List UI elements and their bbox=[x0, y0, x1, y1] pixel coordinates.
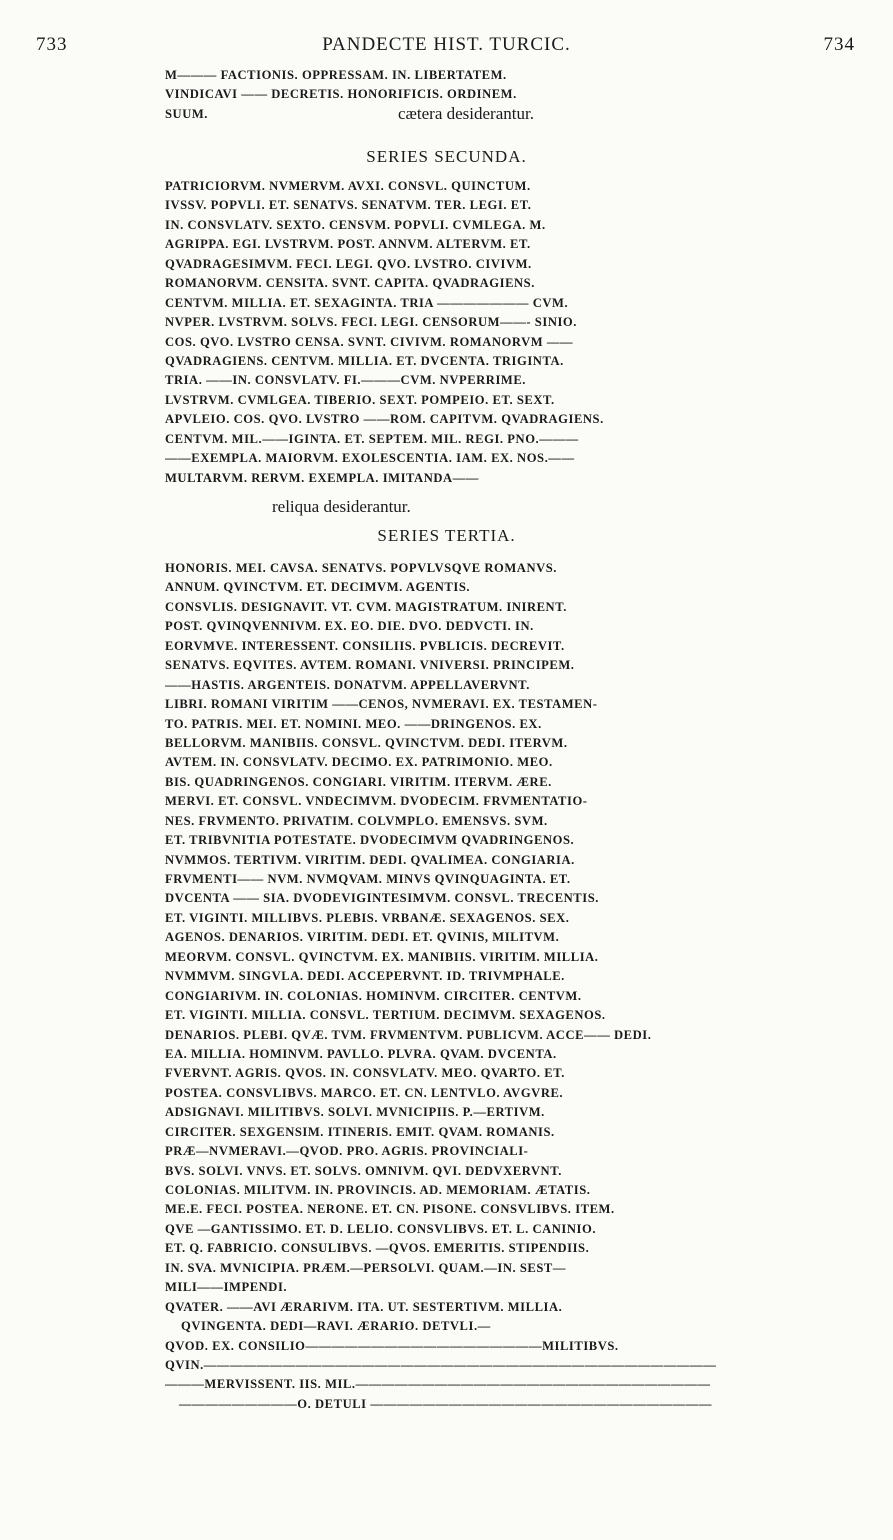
inscription-line: HONORIS. MEI. CAVSA. SENATVS. POPVLVSQVE ROMANVS. bbox=[165, 561, 557, 575]
inscription-line: ET. TRIBVNITIA POTESTATE. DVODECIMVM QVADRINGENOS. bbox=[165, 833, 575, 848]
inscription-line: QVE —GANTISSIMO. ET. D. LELIO. CONSVLIBVS. ET. L. CANINIO. bbox=[165, 1221, 597, 1236]
inscription-line: ET. VIGINTI. MILLIA. CONSVL. TERTIUM. DECIMVM. SEXAGENOS. bbox=[165, 1008, 606, 1023]
inscription-line: CENTVM. MIL.——IGINTA. ET. SEPTEM. MIL. REGI. PNO.——— bbox=[165, 431, 579, 446]
inscription-line: IVSSV. POPVLI. ET. SENATVS. SENATVM. TER. LEGI. ET. bbox=[165, 198, 532, 213]
inscription-line: BVS. SOLVI. VNVS. ET. SOLVS. OMNIVM. QVI. DEDVXERVNT. bbox=[165, 1163, 562, 1178]
desiderantur-note: cætera desiderantur. bbox=[398, 104, 534, 123]
series-heading: SERIES TERTIA. bbox=[377, 526, 516, 545]
inscription-line: APVLEIO. COS. QVO. LVSTRO ——ROM. CAPITVM. QVADRAGIENS. bbox=[165, 412, 604, 427]
inscription-line: IN. CONSVLATV. SEXTO. CENSVM. POPVLI. CVMLEGA. M. bbox=[165, 217, 546, 232]
inscription-line: EA. MILLIA. HOMINVM. PAVLLO. PLVRA. QVAM. DVCENTA. bbox=[165, 1046, 557, 1061]
series-secunda-text bbox=[165, 177, 865, 488]
series-tertia-text bbox=[165, 559, 865, 1414]
inscription-line: POST. QVINQVENNIVM. EX. EO. DIE. DVO. DEDVCTI. IN. bbox=[165, 619, 534, 634]
inscription-line: QVADRAGIENS. CENTVM. MILLIA. ET. DVCENTA. TRIGINTA. bbox=[165, 353, 564, 368]
inscription-line: ET. VIGINTI. MILLIBVS. PLEBIS. VRBANÆ. SEXAGENOS. SEX. bbox=[165, 910, 570, 925]
inscription-line: QVADRAGESIMVM. FECI. LEGI. QVO. LVSTRO. CIVIVM. bbox=[165, 256, 532, 271]
inscription-line: ET. Q. FABRICIO. CONSULIBVS. —QVOS. EMERITIS. STIPENDIIS. bbox=[165, 1241, 590, 1256]
inscription-line: COS. QVO. LVSTRO CENSA. SVNT. CIVIVM. ROMANORVM —— bbox=[165, 334, 574, 349]
inscription-line: DVCENTA —— SIA. DVODEVIGINTESIMVM. CONSVL. TRECENTIS. bbox=[165, 891, 599, 906]
inscription-line: MILI——IMPENDI. bbox=[165, 1280, 288, 1295]
inscription-line: ME.E. FECI. POSTEA. NERONE. ET. CN. PISONE. CONSVLIBVS. ITEM. bbox=[165, 1202, 615, 1217]
desiderantur-note: reliqua desiderantur. bbox=[272, 497, 411, 516]
inscription-line: AVTEM. IN. CONSVLATV. DECIMO. EX. PATRIMONIO. MEO. bbox=[165, 755, 553, 770]
inscription-line: BIS. QUADRINGENOS. CONGIARI. VIRITIM. ITERVM. ÆRE. bbox=[165, 774, 552, 789]
series-heading: SERIES SECUNDA. bbox=[366, 147, 527, 166]
page-number-right: 734 bbox=[823, 34, 855, 55]
inscription-line: AGENOS. DENARIOS. VIRITIM. DEDI. ET. QVINIS, MILITVM. bbox=[165, 930, 560, 945]
inscription-line: FRVMENTI—— NVM. NVMQVAM. MINVS QVINQUAGINTA. ET. bbox=[165, 872, 571, 886]
inscription-line: NVMMVM. SINGVLA. DEDI. ACCEPERVNT. ID. TRIVMPHALE. bbox=[165, 969, 565, 984]
inscription-line: SENATVS. EQVITES. AVTEM. ROMANI. VNIVERSI. PRINCIPEM. bbox=[165, 658, 575, 673]
inscription-line: COLONIAS. MILITVM. IN. PROVINCIS. AD. MEMORIAM. ÆTATIS. bbox=[165, 1183, 591, 1197]
inscription-line: M——— FACTIONIS. OPPRESSAM. IN. LIBERTATEM. bbox=[165, 68, 507, 82]
inscription-line: CENTVM. MILLIA. ET. SEXAGINTA. TRIA ——————— CVM. bbox=[165, 295, 569, 310]
inscription-line: PATRICIORVM. NVMERVM. AVXI. CONSVL. QUINCTUM. bbox=[165, 179, 531, 193]
inscription-line: CONGIARIVM. IN. COLONIAS. HOMINVM. CIRCITER. CENTVM. bbox=[165, 988, 582, 1003]
inscription-line: LVSTRVM. CVMLGEA. TIBERIO. SEXT. POMPEIO. ET. SEXT. bbox=[165, 392, 555, 407]
inscription-line: SUUM. bbox=[165, 106, 208, 121]
inscription-line: AGRIPPA. EGI. LVSTRVM. POST. ANNVM. ALTERVM. ET. bbox=[165, 237, 531, 252]
inscription-line: MERVI. ET. CONSVL. VNDECIMVM. DVODECIM. FRVMENTATIO- bbox=[165, 794, 588, 809]
inscription-line: ROMANORVM. CENSITA. SVNT. CAPITA. QVADRAGIENS. bbox=[165, 276, 535, 291]
inscription-line: NVMMOS. TERTIVM. VIRITIM. DEDI. QVALIMEA. CONGIARIA. bbox=[165, 852, 575, 867]
running-title: PANDECTE HIST. TURCIC. bbox=[322, 34, 571, 55]
inscription-line: DENARIOS. PLEBI. QVÆ. TVM. FRVMENTVM. PUBLICVM. ACCE—— DEDI. bbox=[165, 1027, 652, 1042]
inscription-line: QVINGENTA. DEDI—RAVI. ÆRARIO. DETVLI.— bbox=[181, 1319, 491, 1334]
inscription-line: QVATER. ——AVI ÆRARIVM. ITA. UT. SESTERTIVM. MILLIA. bbox=[165, 1299, 563, 1314]
inscription-line: ADSIGNAVI. MILITIBVS. SOLVI. MVNICIPIIS. P.—ERTIVM. bbox=[165, 1105, 545, 1120]
inscription-line: QVIN.——————————————————————————————————————— bbox=[165, 1357, 717, 1372]
inscription-line: VINDICAVI —— DECRETIS. HONORIFICIS. ORDINEM. bbox=[165, 87, 517, 102]
inscription-line: BELLORVM. MANIBIIS. CONSVL. QVINCTVM. DEDI. ITERVM. bbox=[165, 735, 568, 750]
inscription-line: CIRCITER. SEXGENSIM. ITINERIS. EMIT. QVAM. ROMANIS. bbox=[165, 1124, 555, 1139]
inscription-line: NVPER. LVSTRVM. SOLVS. FECI. LEGI. CENSORUM——- SINIO. bbox=[165, 315, 577, 330]
inscription-line: PRÆ—NVMERAVI.—QVOD. PRO. AGRIS. PROVINCIALI- bbox=[165, 1144, 529, 1159]
inscription-line: ——EXEMPLA. MAIORVM. EXOLESCENTIA. IAM. EX. NOS.—— bbox=[165, 451, 575, 466]
inscription-line: ANNUM. QVINCTVM. ET. DECIMVM. AGENTIS. bbox=[165, 580, 471, 595]
inscription-line: NES. FRVMENTO. PRIVATIM. COLVMPLO. EMENSVS. SVM. bbox=[165, 813, 548, 828]
inscription-line: LIBRI. ROMANI VIRITIM ——CENOS, NVMERAVI. EX. TESTAMEN- bbox=[165, 697, 598, 712]
inscription-line: ———MERVISSENT. IIS. MIL.——————————————————————————— bbox=[165, 1377, 711, 1392]
inscription-line: POSTEA. CONSVLIBVS. MARCO. ET. CN. LENTVLO. AVGVRE. bbox=[165, 1085, 564, 1100]
inscription-line: IN. SVA. MVNICIPIA. PRÆM.—PERSOLVI. QUAM.—IN. SEST— bbox=[165, 1260, 567, 1275]
inscription-line: EORVMVE. INTERESSENT. CONSILIIS. PVBLICIS. DECREVIT. bbox=[165, 638, 565, 653]
inscription-line: —————————O. DETULI —————————————————————————— bbox=[179, 1396, 713, 1411]
inscription-line: TO. PATRIS. MEI. ET. NOMINI. MEO. ——DRINGENOS. EX. bbox=[165, 716, 542, 731]
inscription-line: FVERVNT. AGRIS. QVOS. IN. CONSVLATV. MEO. QVARTO. ET. bbox=[165, 1066, 565, 1081]
inscription-line: QVOD. EX. CONSILIO——————————————————MILITIBVS. bbox=[165, 1338, 619, 1353]
inscription-line: ——HASTIS. ARGENTEIS. DONATVM. APPELLAVERVNT. bbox=[165, 677, 530, 692]
inscription-line: MULTARVM. RERVM. EXEMPLA. IMITANDA—— bbox=[165, 470, 479, 485]
inscription-line: MEORVM. CONSVL. QVINCTVM. EX. MANIBIIS. VIRITIM. MILLIA. bbox=[165, 949, 599, 964]
inscription-line: CONSVLIS. DESIGNAVIT. VT. CVM. MAGISTRATUM. INIRENT. bbox=[165, 599, 567, 614]
inscription-line: TRIA. ——IN. CONSVLATV. FI.———CVM. NVPERRIME. bbox=[165, 373, 526, 388]
page-number-left: 733 bbox=[36, 34, 68, 55]
